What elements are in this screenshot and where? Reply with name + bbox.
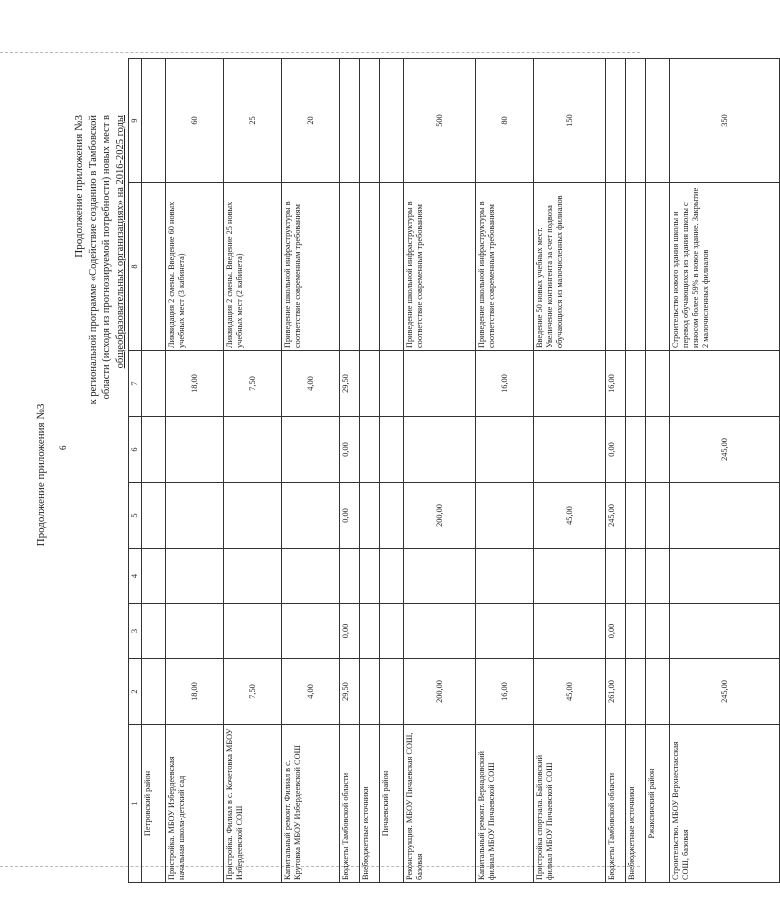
object-description: Бюджеты Тамбовской области <box>606 725 626 883</box>
object-description: Бюджеты Тамбовской области <box>340 725 360 883</box>
title-line-1: Продолжение приложения №3 <box>73 115 85 258</box>
program-table <box>128 58 780 883</box>
column-number: 7 <box>129 351 142 417</box>
value-cell: 7,50 <box>224 351 282 417</box>
expected-result <box>340 183 360 351</box>
table-row <box>670 59 780 883</box>
table-row <box>166 59 224 883</box>
value-cell: 200,00 <box>404 483 476 549</box>
district-name: Петровский район <box>142 725 166 883</box>
object-description: Пристройка спортзала. Байловский филиал МБОУ Пичаевской СОШ <box>534 725 606 883</box>
expected-result <box>626 183 646 351</box>
value-cell <box>166 549 224 604</box>
table-cell <box>646 659 670 725</box>
table-cell <box>142 549 166 604</box>
object-description: Реконструкция. МБОУ Пичаевская СОШ, базовая <box>404 725 476 883</box>
table-body <box>142 59 780 883</box>
table-row <box>282 59 340 883</box>
value-cell <box>166 417 224 483</box>
expected-result: Приведение школьной инфраструктуры в соответствие современным требованиям <box>282 183 340 351</box>
table-row <box>224 59 282 883</box>
table-cell <box>646 604 670 659</box>
value-cell: 245,00 <box>670 659 780 725</box>
value-cell: 7,50 <box>224 659 282 725</box>
table-cell <box>380 59 404 183</box>
value-cell <box>626 483 646 549</box>
value-cell: 0,00 <box>606 417 626 483</box>
value-cell: 245,00 <box>606 483 626 549</box>
total-row <box>360 59 380 883</box>
value-cell <box>360 59 380 183</box>
value-cell <box>404 351 476 417</box>
value-cell <box>282 483 340 549</box>
value-cell <box>534 351 606 417</box>
table-cell <box>380 604 404 659</box>
object-description: Капитальный ремонт. Вернадовский филиал МБОУ Пичаевской СОШ <box>476 725 534 883</box>
table-cell <box>380 417 404 483</box>
table-cell <box>142 59 166 183</box>
expected-result: Приведение школьной инфраструктуры в соответствие современным требованиям <box>404 183 476 351</box>
value-cell <box>670 549 780 604</box>
value-cell <box>670 483 780 549</box>
value-cell <box>606 549 626 604</box>
expected-result: Приведение школьной инфраструктуры в соответствие современным требованиям <box>476 183 534 351</box>
column-number-row <box>129 59 142 883</box>
value-cell <box>166 604 224 659</box>
object-description: Внебюджетные источники <box>626 725 646 883</box>
column-number: 4 <box>129 549 142 604</box>
expected-result: Введение 50 новых учебных мест. Увеличение контингента за счет подвоза обучающихся из малочисленных филиалов <box>534 183 606 351</box>
value-cell <box>626 351 646 417</box>
object-description: Внебюджетные источники <box>360 725 380 883</box>
table-cell <box>142 483 166 549</box>
value-cell <box>224 604 282 659</box>
value-cell: 60 <box>166 59 224 183</box>
value-cell <box>476 549 534 604</box>
value-cell: 29,50 <box>340 351 360 417</box>
title-line-3: области (исходя из прогнозируемой потребности) новых мест в <box>101 115 112 400</box>
value-cell <box>534 604 606 659</box>
value-cell <box>606 59 626 183</box>
value-cell: 0,00 <box>340 604 360 659</box>
value-cell <box>626 417 646 483</box>
document-title <box>73 115 127 795</box>
total-row <box>340 59 360 883</box>
value-cell <box>360 549 380 604</box>
section-header-row <box>380 59 404 883</box>
column-number: 3 <box>129 604 142 659</box>
table-row <box>534 59 606 883</box>
value-cell: 261,00 <box>606 659 626 725</box>
value-cell <box>360 417 380 483</box>
value-cell <box>166 483 224 549</box>
value-cell <box>282 549 340 604</box>
value-cell <box>282 417 340 483</box>
table-cell <box>646 417 670 483</box>
total-row <box>606 59 626 883</box>
value-cell <box>626 549 646 604</box>
column-number: 5 <box>129 483 142 549</box>
value-cell <box>360 483 380 549</box>
value-cell <box>404 549 476 604</box>
title-line-4: общеобразовательных организациях» на 2016-2025 годы <box>114 115 126 369</box>
column-number: 9 <box>129 59 142 183</box>
value-cell <box>534 417 606 483</box>
value-cell <box>360 659 380 725</box>
table-cell <box>646 549 670 604</box>
value-cell: 45,00 <box>534 659 606 725</box>
value-cell <box>626 659 646 725</box>
value-cell: 18,00 <box>166 659 224 725</box>
value-cell <box>476 483 534 549</box>
value-cell: 500 <box>404 59 476 183</box>
object-description: Пристройка. МБОУ Избердеевская начальная школа-детский сад <box>166 725 224 883</box>
value-cell <box>670 604 780 659</box>
value-cell: 4,00 <box>282 659 340 725</box>
value-cell <box>360 351 380 417</box>
table-cell <box>142 351 166 417</box>
table-cell <box>646 183 670 351</box>
table-cell <box>380 351 404 417</box>
value-cell: 80 <box>476 59 534 183</box>
table-cell <box>142 659 166 725</box>
value-cell <box>224 483 282 549</box>
value-cell <box>404 604 476 659</box>
section-header-row <box>142 59 166 883</box>
table-row <box>404 59 476 883</box>
value-cell <box>340 59 360 183</box>
value-cell: 0,00 <box>340 483 360 549</box>
value-cell: 0,00 <box>606 604 626 659</box>
value-cell: 245,00 <box>670 417 780 483</box>
total-row <box>626 59 646 883</box>
rotated-document-sheet <box>5 55 729 895</box>
section-header-row <box>646 59 670 883</box>
value-cell: 4,00 <box>282 351 340 417</box>
expected-result <box>360 183 380 351</box>
table-row <box>476 59 534 883</box>
table-cell <box>380 483 404 549</box>
scan-edge-top <box>0 52 640 53</box>
table-cell <box>142 604 166 659</box>
page-number: 6 <box>58 445 68 450</box>
value-cell: 16,00 <box>606 351 626 417</box>
title-line-2: к региональной программе «Содействие созданию в Тамбовской <box>87 115 99 405</box>
value-cell: 16,00 <box>476 659 534 725</box>
value-cell: 350 <box>670 59 780 183</box>
value-cell <box>476 417 534 483</box>
object-description: Пристройка. Филиал в с. Кочетовка МБОУ Избердеевской СОШ <box>224 725 282 883</box>
value-cell: 150 <box>534 59 606 183</box>
table-cell <box>142 183 166 351</box>
object-description: Строительство. МБОУ Верхнеспасская СОШ, базовая <box>670 725 780 883</box>
column-number: 1 <box>129 725 142 883</box>
value-cell <box>534 549 606 604</box>
district-name: Ржаксинский район <box>646 725 670 883</box>
table-cell <box>142 417 166 483</box>
column-number: 6 <box>129 417 142 483</box>
table-cell <box>380 183 404 351</box>
table-cell <box>646 59 670 183</box>
value-cell <box>224 549 282 604</box>
object-description: Капитальный ремонт. Филиал в с. Крутовка МБОУ Избердеевской СОШ <box>282 725 340 883</box>
expected-result: Ликвидация 2 смены. Введение 25 новых учебных мест (2 кабинета) <box>224 183 282 351</box>
expected-result: Ликвидация 2 смены. Введение 60 новых учебных мест (3 кабинета) <box>166 183 224 351</box>
value-cell <box>340 549 360 604</box>
value-cell <box>360 604 380 659</box>
table-cell <box>380 659 404 725</box>
expected-result <box>606 183 626 351</box>
column-number: 8 <box>129 183 142 351</box>
value-cell <box>476 604 534 659</box>
value-cell: 25 <box>224 59 282 183</box>
value-cell: 45,00 <box>534 483 606 549</box>
table-cell <box>380 549 404 604</box>
district-name: Пичаевский район <box>380 725 404 883</box>
expected-result: Строительство нового здания школы и перевод обучающихся из здания школы с износом более 59% в новое здание. Закрытие 2 малочисленных филиалов <box>670 183 780 351</box>
value-cell <box>404 417 476 483</box>
continuation-heading: Продолжение приложения №3 <box>35 403 47 547</box>
table-cell <box>646 483 670 549</box>
value-cell: 29,50 <box>340 659 360 725</box>
column-number: 2 <box>129 659 142 725</box>
value-cell: 20 <box>282 59 340 183</box>
value-cell <box>626 59 646 183</box>
value-cell: 18,00 <box>166 351 224 417</box>
table-cell <box>646 351 670 417</box>
value-cell: 200,00 <box>404 659 476 725</box>
value-cell <box>224 417 282 483</box>
value-cell: 16,00 <box>476 351 534 417</box>
value-cell <box>282 604 340 659</box>
value-cell <box>670 351 780 417</box>
value-cell: 0,00 <box>340 417 360 483</box>
value-cell <box>626 604 646 659</box>
